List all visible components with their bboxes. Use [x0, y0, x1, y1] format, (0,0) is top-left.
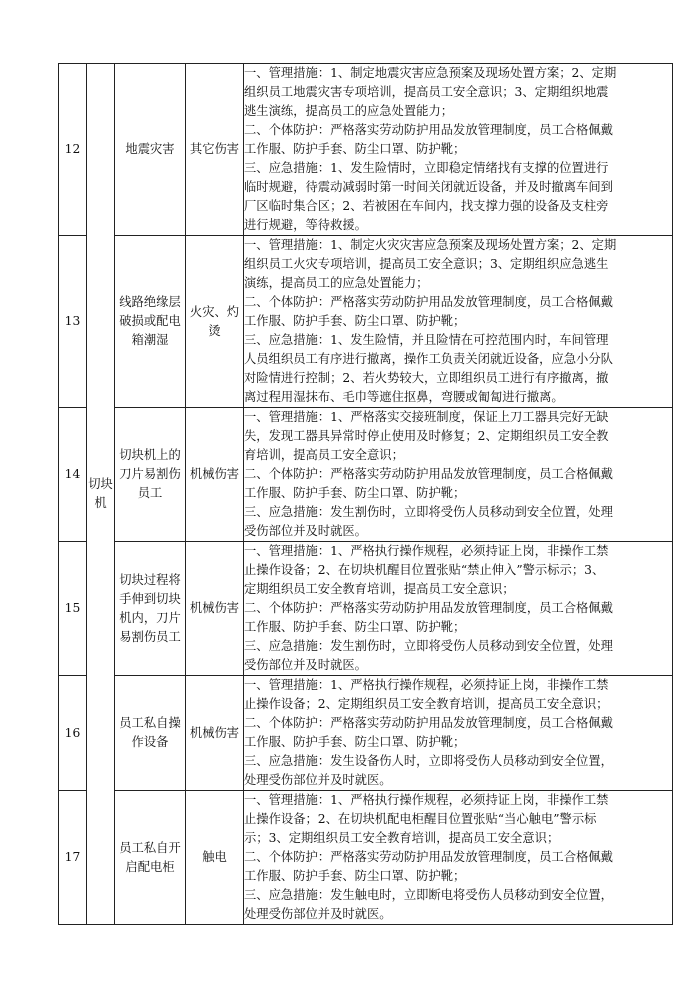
hazard-cell — [115, 542, 186, 676]
measures-cell — [244, 791, 673, 925]
measure-line: 离过程用湿抹布、毛巾等遮住抠鼻，弯腰或匍匐进行撤离。 — [244, 390, 564, 404]
measure-line: 一、管理措施：1、严格落实交接班制度，保证上刀工器具完好无缺 — [244, 410, 609, 424]
accident-type-cell — [186, 236, 244, 408]
hazard-line: 线路绝缘层 — [119, 295, 181, 309]
hazard-cell — [115, 408, 186, 542]
accident-type-line: 火灾、灼 — [189, 304, 240, 319]
measure-line: 三、应急措施：1、发生险情时，立即稳定情绪找有支撑的位置进行 — [244, 161, 609, 175]
accident-type-line: 其它伤害 — [189, 142, 240, 156]
measure-line: 三、应急措施：发生设备伤人时，立即将受伤人员移动到安全位置， — [244, 754, 613, 768]
measure-line: 临时规避，待震动减弱时第一时间关闭就近设备，并及时撤离车间到 — [244, 180, 613, 194]
device-name-line: 机 — [94, 496, 107, 510]
measure-line: 逃生演练，提高员工的应急处置能力； — [244, 104, 454, 118]
measure-line: 止操作设备；2、定期组织员工安全教育培训，提高员工安全意识； — [244, 697, 609, 711]
table-row — [59, 64, 673, 236]
measure-line: 工作服、防护手套、防尘口罩、防护靴； — [244, 735, 466, 749]
hazard-line: 箱潮湿 — [131, 333, 169, 347]
hazard-line: 机内，刀片 — [119, 610, 181, 625]
hazard-line: 员工私自操 — [119, 716, 181, 730]
hazard-line: 手伸到切块 — [119, 591, 181, 606]
measures-cell — [244, 676, 673, 791]
table-row — [59, 542, 673, 676]
hazard-line: 启配电柜 — [125, 859, 175, 874]
measure-line: 止操作设备；2、在切块机配电柜醒目位置张贴“当心触电”警示标 — [244, 812, 597, 826]
measure-line: 止操作设备；2、在切块机醒目位置张贴“禁止伸入”警示标示；3、 — [244, 563, 605, 577]
accident-type-cell — [186, 791, 244, 925]
table-body — [59, 64, 673, 925]
hazard-cell — [115, 676, 186, 791]
accident-type-line: 触电 — [202, 850, 227, 864]
measure-line: 演练，提高员工的应急处置能力； — [244, 276, 429, 290]
accident-type-cell — [186, 64, 244, 236]
measure-line: 进行规避，等待救援。 — [244, 218, 367, 232]
measure-line: 三、应急措施：1、发生险情，并且险情在可控范围内时，车间管理 — [244, 333, 609, 347]
measure-line: 二、个体防护：严格落实劳动防护用品发放管理制度，员工合格佩戴 — [244, 295, 613, 309]
accident-type-line: 机械伤害 — [189, 467, 240, 481]
measure-line: 三、应急措施：发生割伤时，立即将受伤人员移动到安全位置，处理 — [244, 505, 613, 519]
measure-line: 二、个体防护：严格落实劳动防护用品发放管理制度，员工合格佩戴 — [244, 467, 613, 481]
measure-line: 三、应急措施：发生触电时，立即断电将受伤人员移动到安全位置， — [244, 888, 613, 902]
measure-line: 工作服、防护手套、防尘口罩、防护靴； — [244, 142, 466, 156]
measure-line: 受伤部位并及时就医。 — [244, 658, 367, 672]
row-number: 15 — [59, 542, 87, 676]
measure-line: 处理受伤部位并及时就医。 — [244, 907, 392, 921]
accident-type-line: 机械伤害 — [189, 725, 240, 740]
measure-line: 二、个体防护：严格落实劳动防护用品发放管理制度，员工合格佩戴 — [244, 850, 613, 864]
measure-line: 处理受伤部位并及时就医。 — [244, 773, 392, 787]
table-row — [59, 676, 673, 791]
row-number: 13 — [59, 236, 87, 408]
hazard-line: 切块机上的 — [119, 448, 181, 462]
measure-line: 组织员工火灾专项培训，提高员工安全意识；3、定期组织应急逃生 — [244, 257, 609, 271]
measures-cell — [244, 64, 673, 236]
measure-line: 工作服、防护手套、防尘口罩、防护靴； — [244, 314, 466, 328]
measure-line: 一、管理措施：1、制定火灾灾害应急预案及现场处置方案；2、定期 — [244, 238, 617, 252]
hazard-line: 破损或配电 — [119, 314, 181, 328]
measure-line: 厂区临时集合区；2、若被困在车间内，找支撑力强的设备及支柱旁 — [244, 199, 609, 213]
measure-line: 一、管理措施：1、严格执行操作规程，必须持证上岗，非操作工禁 — [244, 544, 609, 558]
measure-line: 示；3、定期组织员工安全教育培训，提高员工安全意识； — [244, 831, 560, 845]
table-row — [59, 791, 673, 925]
hazard-line: 易割伤员工 — [119, 629, 181, 644]
measures-cell — [244, 408, 673, 542]
hazard-line: 切块过程将 — [119, 572, 181, 587]
device-cell — [87, 64, 115, 925]
measure-line: 定期组织员工安全教育培训，提高员工安全意识； — [244, 582, 515, 596]
hazard-line: 刀片易割伤 — [119, 467, 181, 481]
measure-line: 受伤部位并及时就医。 — [244, 524, 367, 538]
table-row — [59, 236, 673, 408]
hazard-cell — [115, 791, 186, 925]
measure-line: 一、管理措施：1、制定地震灾害应急预案及现场处置方案；2、定期 — [244, 66, 617, 80]
hazard-cell — [115, 64, 186, 236]
measure-line: 对险情进行控制；2、若火势较大，立即组织员工进行有序撤离，撤 — [244, 371, 609, 385]
row-number: 17 — [59, 791, 87, 925]
accident-type-cell — [186, 408, 244, 542]
measure-line: 二、个体防护：严格落实劳动防护用品发放管理制度，员工合格佩戴 — [244, 601, 613, 615]
measure-line: 育培训，提高员工安全意识； — [244, 448, 404, 462]
row-number: 14 — [59, 408, 87, 542]
hazard-line: 作设备 — [131, 735, 169, 749]
row-number: 16 — [59, 676, 87, 791]
measure-line: 三、应急措施：发生割伤时，立即将受伤人员移动到安全位置，处理 — [244, 639, 613, 653]
measure-line: 工作服、防护手套、防尘口罩、防护靴； — [244, 620, 466, 634]
measure-line: 工作服、防护手套、防尘口罩、防护靴； — [244, 486, 466, 500]
hazard-line: 地震灾害 — [125, 142, 175, 156]
measure-line: 组织员工地震灾害专项培训，提高员工安全意识；3、定期组织地震 — [244, 85, 609, 99]
measures-cell — [244, 542, 673, 676]
measure-line: 二、个体防护：严格落实劳动防护用品发放管理制度，员工合格佩戴 — [244, 716, 613, 730]
accident-type-cell — [186, 542, 244, 676]
measure-line: 工作服、防护手套、防尘口罩、防护靴； — [244, 869, 466, 883]
accident-type-line: 机械伤害 — [189, 601, 240, 615]
accident-type-line: 烫 — [208, 323, 221, 338]
accident-type-cell — [186, 676, 244, 791]
measure-line: 失，发现工器具异常时停止使用及时修复；2、定期组织员工安全教 — [244, 429, 609, 443]
measure-line: 一、管理措施：1、严格执行操作规程，必须持证上岗，非操作工禁 — [244, 793, 609, 807]
hazard-cell — [115, 236, 186, 408]
row-number: 12 — [59, 64, 87, 236]
measures-cell — [244, 236, 673, 408]
measure-line: 二、个体防护：严格落实劳动防护用品发放管理制度，员工合格佩戴 — [244, 123, 613, 137]
risk-measures-table — [58, 63, 673, 925]
table-row — [59, 408, 673, 542]
measure-line: 一、管理措施：1、严格执行操作规程，必须持证上岗，非操作工禁 — [244, 678, 609, 692]
hazard-line: 员工私自开 — [119, 840, 181, 855]
hazard-line: 员工 — [137, 486, 163, 500]
device-name-line: 切块 — [88, 477, 113, 491]
measure-line: 人员组织员工有序进行撤离，操作工负责关闭就近设备，应急小分队 — [244, 352, 613, 366]
